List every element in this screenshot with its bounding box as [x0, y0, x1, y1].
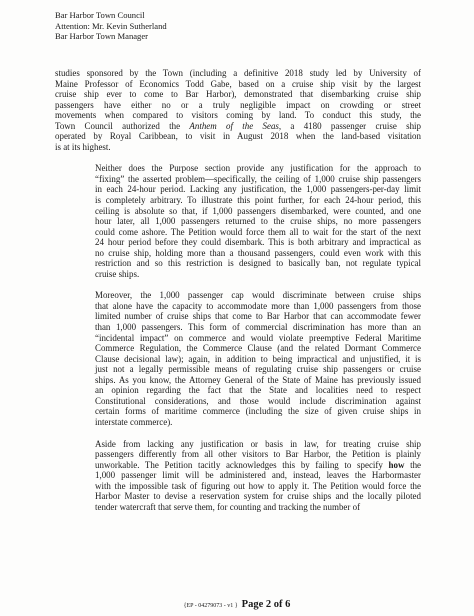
text-line: could come ashore. The Petition would force them all to wait for the start of the next: [95, 226, 421, 237]
text-line: Clause decisional law); again, in addition to being impractical and unjustified, it is: [95, 353, 421, 364]
text-line: 24 hour period before they could disembark. This is both arbitrary and impractical as: [95, 237, 421, 248]
text-line: “fixing” the asserted problem—specifically, the ceiling of 1,000 cruise ship passengers: [95, 173, 421, 184]
text-line: an opinion regarding the fact that the State and localities need to respect: [95, 385, 421, 396]
text-line: in each 24-hour period. Lacking any justification, the 1,000 passengers-per-day limit: [95, 184, 421, 195]
text-run: the: [404, 459, 422, 470]
text-line: “incidental impact” on commerce and would violate preemptive Federal Maritime: [95, 332, 421, 343]
text-line: ships. As you know, the Attorney General of the State of Maine has previously issued: [95, 374, 421, 385]
text-line: [55, 121, 421, 132]
text-line: cruise ships.: [95, 268, 140, 279]
document-id: {EP - 04279073 - v1 }: [183, 603, 238, 609]
text-line: certain forms of maritime commerce (including the size of given cruise ships in: [95, 406, 421, 417]
text-line: Neither does the Purpose section provide any justification for the approach to: [95, 163, 421, 174]
text-line: than 1,000 passengers. This form of commercial discrimination has more than an: [95, 322, 421, 333]
text-line: with the impossible task of figuring out how to apply it. The Petition would force the: [95, 480, 421, 491]
paragraph-purpose: [55, 163, 421, 279]
text-line: interstate commerce).: [95, 416, 173, 427]
page-number: Page 2 of 6: [241, 599, 291, 610]
ship-name: Anthem of the Seas: [189, 120, 279, 131]
text-line: limited number of cruise ships that come to Bar Harbor that can accommodate fewer: [95, 311, 421, 322]
text-line: Moreover, the 1,000 passenger cap would discriminate between cruise ships: [95, 290, 421, 301]
text-line: Commerce Regulation, the Commerce Clause (and the related Dormant Commerce: [95, 343, 421, 354]
text-line: cruise ship ever to come to Bar Harbor), demonstrated that disembarking cruise ship: [55, 89, 421, 100]
text-line: passengers differently from all other visitors to Bar Harbor, the Petition is plainly: [95, 449, 421, 460]
text-line: operated by Royal Caribbean, to visit in August 2018 when the land-based visitation: [55, 131, 421, 142]
text-line: ceiling is absolute so that, if 1,000 passengers disembarked, were counted, and one: [95, 205, 421, 216]
text-line: [55, 460, 421, 471]
text-line: hour later, all 1,000 passengers returned to the cruise ships, no more passengers: [95, 216, 421, 227]
text-line: just not a legally permissible means of regulating cruise ship passengers or cruise: [95, 364, 421, 375]
text-line: Maine Professor of Economics Todd Gabe, based on a cruise ship visit by the largest: [55, 78, 421, 89]
text-line: passengers have either no or a truly negligible impact on crowding or street: [55, 99, 421, 110]
page-footer: [0, 594, 474, 612]
text-run: , a 4180 passenger cruise ship: [278, 120, 421, 131]
text-line: Harbor Master to devise a reservation system for cruise ships and the locally piloted: [95, 491, 421, 502]
text-run: unworkable. The Petition tacitly acknowledges this by failing to specify: [95, 459, 389, 470]
paragraph-studies: [55, 68, 421, 152]
paragraph-discrimination: [55, 290, 421, 427]
paragraph-unworkable: [55, 439, 421, 513]
recipient-name: Bar Harbor Town Council: [55, 10, 145, 20]
text-line: studies sponsored by the Town (including a definitive 2018 study led by University of: [55, 68, 421, 78]
text-line: no cruise ship, holding more than a thousand passengers, could even work with this: [95, 247, 421, 258]
text-line: Aside from lacking any justification or basis in law, for treating cruise ship: [95, 438, 421, 449]
text-line: tender watercraft that serve them, for counting and tracking the number of: [95, 501, 361, 512]
text-line: is completely arbitrary. To illustrate this point further, for each 24-hour period, this: [95, 195, 421, 206]
recipient-attention: Attention: Mr. Kevin Sutherland: [55, 20, 167, 31]
text-line: restriction and so this restriction is designed to basically ban, not regulate typical: [95, 258, 421, 269]
text-line: movements when compared to visitors coming by land. To conduct this study, the: [55, 110, 421, 121]
text-line: that alone have the capacity to accommodate more than 1,000 passengers from those: [95, 300, 421, 311]
text-line: Constitutional considerations, and those would include discrimination against: [95, 395, 421, 406]
letter-body: [55, 68, 421, 523]
recipient-title: Bar Harbor Town Manager: [55, 31, 149, 42]
text-line: 1,000 passenger limit will be administered and, instead, leaves the Harbormaster: [95, 470, 421, 481]
letter-address-header: [55, 10, 167, 42]
emphasis-how: how: [388, 459, 405, 470]
text-run: Town Council authorized the: [55, 120, 190, 131]
text-line: is at its highest.: [55, 141, 111, 152]
